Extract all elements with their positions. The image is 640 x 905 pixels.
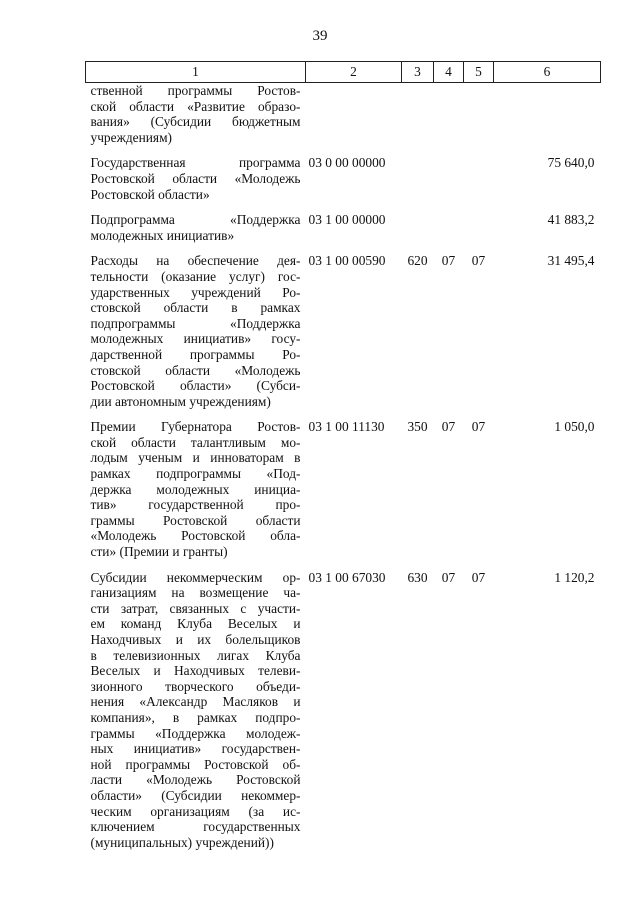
row-code: 03 1 00 67030 — [308, 569, 386, 585]
row-sum: 1 120,2 — [554, 569, 595, 585]
row-name-line: в телевизионных лигах Клуба — [90, 647, 301, 663]
row-vr — [402, 155, 434, 212]
row-name-line: Подпрограмма «Поддержка — [90, 212, 301, 228]
row-name-line: Премии Губернатора Ростов- — [90, 419, 301, 435]
header-col-5: 5 — [464, 62, 494, 83]
row-name-line: стовской области в рамках — [90, 300, 301, 316]
row-name-line: тельности (оказание услуг) гос- — [90, 268, 301, 284]
row-name-line: дии автономным учреждениям) — [90, 393, 271, 409]
row-vr — [402, 83, 434, 156]
row-name — [86, 419, 306, 569]
row-name — [86, 570, 306, 861]
budget-table — [85, 61, 601, 860]
row-sum: 1 050,0 — [554, 419, 595, 435]
row-name-line: ударственных учреждений Ро- — [90, 284, 301, 300]
row-name-line: ственной программы Ростов- — [90, 83, 301, 98]
row-name-line: Находчивых и их болельщиков — [90, 632, 301, 647]
row-name-line: держка молодежных инициа- — [90, 481, 301, 497]
row-name-line: лодым ученым и инноваторам в — [90, 450, 301, 466]
row-name-line: компания», в рамках подпро- — [90, 709, 301, 725]
row-name-line: граммы Ростовской области — [90, 512, 301, 528]
row-name-line: зионного творческого объеди- — [90, 678, 301, 694]
row-code: 03 1 00 00000 — [308, 212, 386, 228]
page-number: 39 — [312, 28, 328, 44]
row-name-line: сти» (Премии и гранты) — [90, 544, 228, 560]
row-name — [86, 155, 306, 212]
row-name-line: вания» (Субсидии бюджетным — [90, 114, 301, 130]
row-name-line: Государственная программа — [90, 155, 301, 171]
row-rz — [434, 83, 464, 156]
row-vr — [402, 212, 434, 253]
row-vr: 350 — [407, 419, 428, 435]
row-name — [86, 83, 306, 156]
row-code: 03 1 00 11130 — [308, 419, 385, 435]
row-name-line: «Молодежь Ростовской обла- — [90, 528, 301, 544]
row-rz: 07 — [441, 569, 456, 585]
row-name-line: Веселых и Находчивых телеви- — [90, 663, 301, 679]
row-sum: 75 640,0 — [547, 155, 595, 171]
row-sum: 31 495,4 — [547, 253, 595, 269]
row-code: 03 1 00 00590 — [308, 253, 386, 269]
header-col-4: 4 — [434, 62, 464, 83]
row-name-line: рамках подпрограммы «Под- — [90, 466, 301, 482]
row-sum: 41 883,2 — [547, 212, 595, 228]
table-row — [86, 570, 601, 861]
row-pr: 07 — [471, 569, 486, 585]
row-name-line: области» (Субсидии некоммер- — [90, 787, 301, 803]
row-pr — [464, 155, 494, 212]
table-row — [86, 253, 601, 419]
row-name-line: Ростовской области «Молодежь — [90, 170, 301, 186]
row-name — [86, 253, 306, 419]
table-row — [86, 212, 601, 253]
header-col-6: 6 — [494, 62, 601, 83]
row-name-line: Ростовской области» (Субси- — [90, 378, 301, 394]
row-name-line: Субсидии некоммерческим ор- — [90, 569, 301, 585]
row-name-line: ской области талантливым мо- — [90, 434, 301, 450]
row-pr — [464, 212, 494, 253]
table-row — [86, 155, 601, 212]
row-rz — [434, 212, 464, 253]
row-name-line: ных инициатив» государствен- — [90, 741, 301, 757]
row-rz: 07 — [441, 253, 456, 269]
row-name-line: подпрограммы «Поддержка — [90, 315, 301, 331]
row-name-line: молодежных инициатив» госу- — [90, 331, 301, 347]
row-pr — [464, 83, 494, 156]
table-header-row — [86, 62, 601, 83]
row-code — [306, 83, 402, 156]
row-name-line: тив» государственной про- — [90, 497, 301, 513]
row-code: 03 0 00 00000 — [308, 155, 386, 171]
row-name-line: граммы «Поддержка молодеж- — [90, 725, 301, 741]
row-rz — [434, 155, 464, 212]
row-sum — [494, 83, 601, 156]
row-vr: 630 — [407, 569, 428, 585]
row-rz: 07 — [441, 419, 456, 435]
row-name-line: молодежных инициатив» — [90, 227, 235, 243]
row-name-line: ческим организациям (за ис- — [90, 803, 301, 819]
row-name-line: ганизациям на возмещение ча- — [90, 585, 301, 601]
row-name-line: нения «Александр Масляков и — [90, 694, 301, 710]
row-name-line: ключением государственных — [90, 819, 301, 835]
row-pr: 07 — [471, 419, 486, 435]
table-row — [86, 419, 601, 569]
row-name-line: ем команд Клуба Веселых и — [90, 616, 301, 632]
row-name-line: учреждениям) — [90, 129, 173, 145]
table-row — [86, 83, 601, 156]
row-name-line: (муниципальных) учреждений)) — [90, 834, 274, 850]
header-col-2: 2 — [306, 62, 402, 83]
row-name-line: сти затрат, связанных с участи- — [90, 600, 301, 616]
header-col-1: 1 — [86, 62, 306, 83]
row-name-line: ласти «Молодежь Ростовской — [90, 772, 301, 788]
row-name-line: ной программы Ростовской об- — [90, 756, 301, 772]
row-name — [86, 212, 306, 253]
row-name-line: ской области «Развитие образо- — [90, 98, 301, 114]
row-name-line: дарственной программы Ро- — [90, 346, 301, 362]
row-pr: 07 — [471, 253, 486, 269]
table-body — [86, 83, 601, 861]
row-name-line: стовской области «Молодежь — [90, 362, 301, 378]
row-vr: 620 — [407, 253, 428, 269]
row-name-line: Ростовской области» — [90, 186, 210, 202]
row-name-line: Расходы на обеспечение дея- — [90, 253, 301, 269]
header-col-3: 3 — [402, 62, 434, 83]
